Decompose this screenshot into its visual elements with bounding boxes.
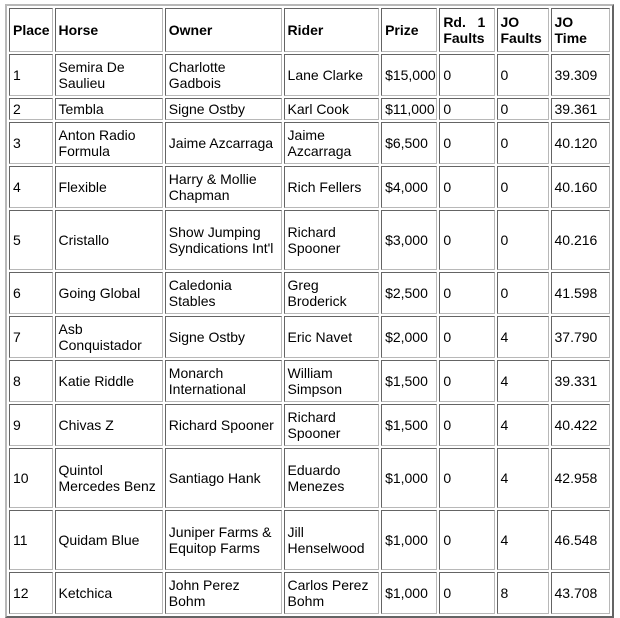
cell-prize: $2,000 [381, 316, 437, 358]
cell-horse: Anton Radio Formula [55, 122, 163, 164]
cell-horse: Cristallo [55, 210, 163, 270]
cell-rd1-faults: 0 [439, 448, 494, 508]
cell-place: 2 [9, 98, 53, 120]
cell-prize: $1,000 [381, 510, 437, 570]
cell-horse: Going Global [55, 272, 163, 314]
header-place: Place [9, 8, 53, 52]
cell-jo-faults: 0 [497, 98, 549, 120]
cell-jo-faults: 0 [497, 54, 549, 96]
cell-rider: Karl Cook [284, 98, 380, 120]
cell-jo-faults: 4 [497, 448, 549, 508]
cell-owner: Caledonia Stables [165, 272, 282, 314]
cell-owner: Juniper Farms & Equitop Farms [165, 510, 282, 570]
cell-rd1-faults: 0 [439, 54, 494, 96]
cell-prize: $1,000 [381, 448, 437, 508]
table-row [9, 360, 610, 402]
cell-place: 3 [9, 122, 53, 164]
cell-owner: Signe Ostby [165, 98, 282, 120]
results-body [9, 54, 610, 614]
cell-owner: Signe Ostby [165, 316, 282, 358]
cell-jo-faults: 0 [497, 122, 549, 164]
cell-rider: Richard Spooner [284, 404, 380, 446]
cell-jo-time: 37.790 [551, 316, 611, 358]
cell-prize: $6,500 [381, 122, 437, 164]
cell-prize: $2,500 [381, 272, 437, 314]
cell-prize: $11,000 [381, 98, 437, 120]
cell-rider: Eduardo Menezes [284, 448, 380, 508]
cell-horse: Chivas Z [55, 404, 163, 446]
cell-rd1-faults: 0 [439, 360, 494, 402]
results-table-container [5, 4, 614, 618]
cell-place: 7 [9, 316, 53, 358]
cell-jo-faults: 4 [497, 316, 549, 358]
cell-prize: $1,500 [381, 360, 437, 402]
cell-place: 11 [9, 510, 53, 570]
header-rd1-faults-line1: Rd. 1 [443, 14, 486, 30]
table-row [9, 510, 610, 570]
cell-place: 8 [9, 360, 53, 402]
cell-rd1-faults: 0 [439, 122, 494, 164]
cell-horse: Tembla [55, 98, 163, 120]
header-owner: Owner [165, 8, 282, 52]
cell-rider: William Simpson [284, 360, 380, 402]
cell-jo-time: 40.160 [551, 166, 611, 208]
cell-jo-time: 41.598 [551, 272, 611, 314]
cell-owner: John Perez Bohm [165, 572, 282, 614]
cell-place: 1 [9, 54, 53, 96]
table-row [9, 572, 610, 614]
cell-owner: Harry & Mollie Chapman [165, 166, 282, 208]
cell-rd1-faults: 0 [439, 404, 494, 446]
cell-rd1-faults: 0 [439, 316, 494, 358]
cell-jo-faults: 0 [497, 272, 549, 314]
table-row [9, 54, 610, 96]
cell-rider: Eric Navet [284, 316, 380, 358]
table-row [9, 272, 610, 314]
header-row [9, 8, 610, 52]
cell-jo-faults: 0 [497, 166, 549, 208]
cell-owner: Charlotte Gadbois [165, 54, 282, 96]
cell-place: 4 [9, 166, 53, 208]
cell-horse: Quidam Blue [55, 510, 163, 570]
header-jo-time [551, 8, 611, 52]
cell-prize: $1,500 [381, 404, 437, 446]
cell-horse: Katie Riddle [55, 360, 163, 402]
cell-jo-faults: 8 [497, 572, 549, 614]
cell-jo-faults: 4 [497, 404, 549, 446]
cell-owner: Monarch International [165, 360, 282, 402]
cell-owner: Santiago Hank [165, 448, 282, 508]
cell-rider: Jill Henselwood [284, 510, 380, 570]
cell-place: 9 [9, 404, 53, 446]
header-jo-faults-line1: JO [500, 14, 520, 30]
cell-jo-time: 39.361 [551, 98, 611, 120]
cell-rider: Carlos Perez Bohm [284, 572, 380, 614]
table-row [9, 166, 610, 208]
cell-rider: Rich Fellers [284, 166, 380, 208]
table-row [9, 404, 610, 446]
header-horse: Horse [55, 8, 163, 52]
cell-rd1-faults: 0 [439, 510, 494, 570]
header-prize: Prize [381, 8, 437, 52]
cell-rd1-faults: 0 [439, 210, 494, 270]
cell-rd1-faults: 0 [439, 98, 494, 120]
cell-place: 12 [9, 572, 53, 614]
cell-jo-faults: 0 [497, 210, 549, 270]
results-table [5, 4, 614, 618]
cell-rider: Jaime Azcarraga [284, 122, 380, 164]
cell-owner: Show Jumping Syndications Int'l [165, 210, 282, 270]
header-jo-faults-line2: Faults [500, 30, 542, 46]
cell-rider: Richard Spooner [284, 210, 380, 270]
table-row [9, 210, 610, 270]
table-row [9, 448, 610, 508]
cell-jo-faults: 4 [497, 360, 549, 402]
cell-horse: Asb Conquistador [55, 316, 163, 358]
cell-owner: Jaime Azcarraga [165, 122, 282, 164]
header-jo-faults [497, 8, 549, 52]
cell-rd1-faults: 0 [439, 166, 494, 208]
table-row [9, 122, 610, 164]
header-rd1-faults-line2: Faults [443, 30, 485, 46]
cell-horse: Flexible [55, 166, 163, 208]
cell-jo-time: 46.548 [551, 510, 611, 570]
cell-rd1-faults: 0 [439, 572, 494, 614]
cell-jo-time: 40.422 [551, 404, 611, 446]
cell-horse: Quintol Mercedes Benz [55, 448, 163, 508]
header-rider: Rider [284, 8, 380, 52]
cell-prize: $3,000 [381, 210, 437, 270]
cell-jo-time: 39.331 [551, 360, 611, 402]
cell-jo-time: 40.216 [551, 210, 611, 270]
cell-prize: $1,000 [381, 572, 437, 614]
cell-rd1-faults: 0 [439, 272, 494, 314]
cell-horse: Ketchica [55, 572, 163, 614]
cell-jo-time: 39.309 [551, 54, 611, 96]
cell-jo-time: 40.120 [551, 122, 611, 164]
cell-rider: Greg Broderick [284, 272, 380, 314]
cell-jo-faults: 4 [497, 510, 549, 570]
cell-rider: Lane Clarke [284, 54, 380, 96]
header-rd1-faults [439, 8, 494, 52]
table-row [9, 316, 610, 358]
cell-prize: $15,000 [381, 54, 437, 96]
cell-jo-time: 43.708 [551, 572, 611, 614]
cell-owner: Richard Spooner [165, 404, 282, 446]
cell-jo-time: 42.958 [551, 448, 611, 508]
header-jo-time-line1: JO [554, 14, 574, 30]
cell-place: 6 [9, 272, 53, 314]
cell-horse: Semira De Saulieu [55, 54, 163, 96]
header-jo-time-line2: Time [554, 30, 587, 46]
cell-prize: $4,000 [381, 166, 437, 208]
cell-place: 5 [9, 210, 53, 270]
table-row [9, 98, 610, 120]
cell-place: 10 [9, 448, 53, 508]
